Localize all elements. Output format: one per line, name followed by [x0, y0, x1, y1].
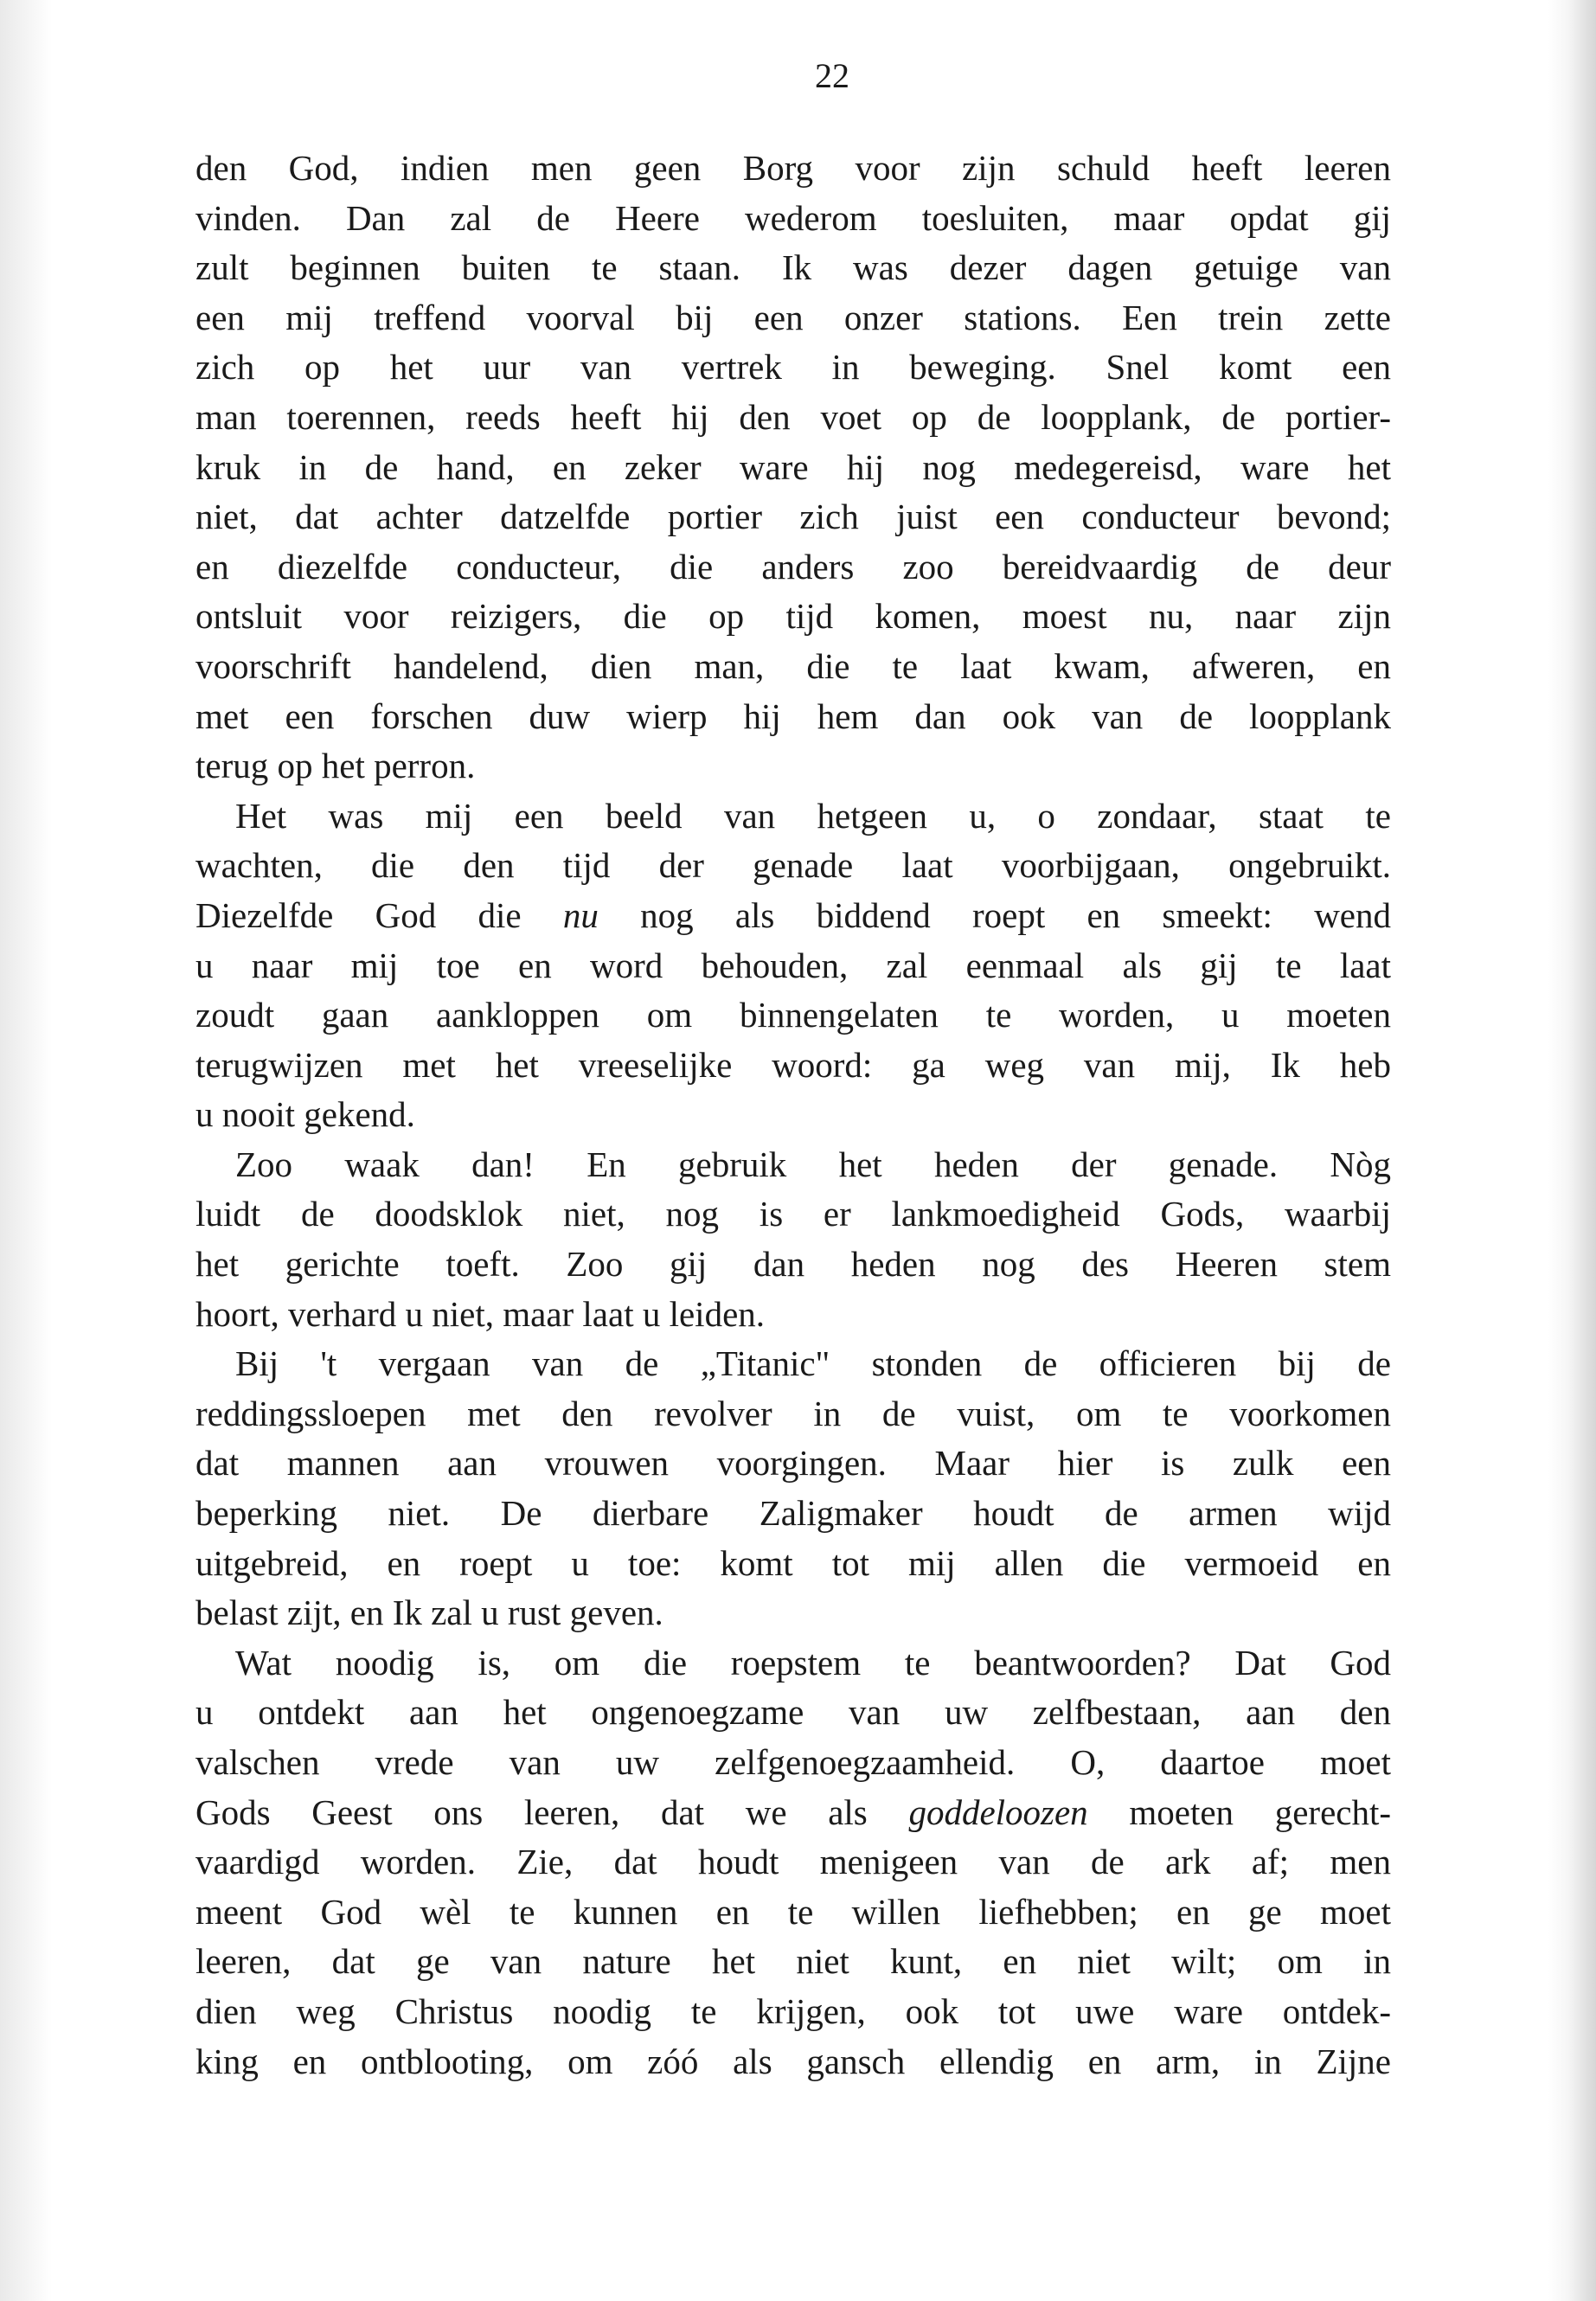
- text-line: dat mannen aan vrouwen voorgingen. Maar hier is zulk een: [195, 1443, 1391, 1484]
- text-line: dien weg Christus noodig te krijgen, ook tot uwe ware ontdek-: [195, 1990, 1391, 2031]
- text-line: beperking niet. De dierbare Zaligmaker houdt de armen wijd: [195, 1493, 1391, 1534]
- text-line-part: moeten gerecht-: [1087, 1791, 1392, 1832]
- text-line: king en ontblooting, om zóó als gansch ellendig en arm, in Zijne: [195, 2041, 1391, 2081]
- scan-edge-left: [0, 0, 52, 2301]
- text-line: reddingssloepen met den revolver in de vuist, om te voorkomen: [195, 1393, 1391, 1433]
- text-line: niet, dat achter datzelfde portier zich juist een conducteur bevond;: [195, 497, 1391, 537]
- text-line: Het was mij een beeld van hetgeen u, o zondaar, staat te: [235, 795, 1391, 836]
- text-line: [195, 891, 1391, 941]
- text-line: hoort, verhard u niet, maar laat u leiden.: [195, 1293, 766, 1334]
- body-text: [195, 144, 1391, 2086]
- text-line: wachten, die den tijd der genade laat voorbijgaan, ongebruikt.: [195, 845, 1391, 886]
- text-line: een mij treffend voorval bij een onzer stations. Een trein zette: [195, 297, 1391, 337]
- text-line: kruk in de hand, en zeker ware hij nog medegereisd, ware het: [195, 446, 1391, 487]
- text-line: vaardigd worden. Zie, dat houdt menigeen van de ark af; men: [195, 1842, 1391, 1882]
- text-line: belast zijt, en Ik zal u rust geven.: [195, 1593, 663, 1633]
- text-line: u ontdekt aan het ongenoegzame van uw zelfbestaan, aan den: [195, 1692, 1391, 1733]
- text-line-part: Gods Geest ons leeren, dat we als: [195, 1791, 909, 1832]
- text-line: het gerichte toeft. Zoo gij dan heden nog des Heeren stem: [195, 1244, 1391, 1285]
- text-line: ontsluit voor reizigers, die op tijd komen, moest nu, naar zijn: [195, 596, 1391, 637]
- text-line: u naar mij toe en word behouden, zal eenmaal als gij te laat: [195, 945, 1391, 985]
- text-line: uitgebreid, en roept u toe: komt tot mij allen die vermoeid en: [195, 1542, 1391, 1583]
- text-line: terugwijzen met het vreeselijke woord: ga weg van mij, Ik heb: [195, 1044, 1391, 1085]
- text-line: meent God wèl te kunnen en te willen liefhebben; en ge moet: [195, 1891, 1391, 1932]
- text-line: den God, indien men geen Borg voor zijn schuld heeft leeren: [195, 148, 1391, 188]
- text-line: met een forschen duw wierp hij hem dan ook van de loopplank: [195, 695, 1391, 736]
- text-line: voorschrift handelend, dien man, die te laat kwam, afweren, en: [195, 645, 1391, 686]
- text-line: Bij 't vergaan van de „Titanic" stonden de officieren bij de: [235, 1343, 1391, 1384]
- text-line: zoudt gaan aankloppen om binnengelaten te worden, u moeten: [195, 995, 1391, 1035]
- text-line: terug op het perron.: [195, 746, 476, 786]
- text-line: zich op het uur van vertrek in beweging. Snel komt een: [195, 347, 1391, 388]
- text-line-part: Diezelfde God die: [195, 894, 563, 935]
- italic-word: nu: [562, 894, 599, 935]
- text-line-part: nog als biddend roept en smeekt: wend: [598, 894, 1391, 935]
- text-line: luidt de doodsklok niet, nog is er lankmoedigheid Gods, waarbij: [195, 1194, 1391, 1234]
- text-line: [195, 1788, 1391, 1838]
- text-line: en diezelfde conducteur, die anders zoo bereidvaardig de deur: [195, 546, 1391, 586]
- text-line: zult beginnen buiten te staan. Ik was dezer dagen getuige van: [195, 247, 1391, 288]
- book-page: [195, 52, 1391, 2086]
- text-line: Wat noodig is, om die roepstem te beantwoorden? Dat God: [235, 1642, 1391, 1682]
- scan-edge-right: [1548, 0, 1596, 2301]
- text-line: Zoo waak dan! En gebruik het heden der genade. Nòg: [235, 1144, 1391, 1184]
- italic-word: goddeloozen: [908, 1791, 1088, 1832]
- text-line: valschen vrede van uw zelfgenoegzaamheid. O, daartoe moet: [195, 1742, 1391, 1782]
- text-line: man toerennen, reeds heeft hij den voet op de loopplank, de portier-: [195, 396, 1391, 437]
- text-line: u nooit gekend.: [195, 1094, 415, 1135]
- text-line: leeren, dat ge van nature het niet kunt, en niet wilt; om in: [195, 1941, 1391, 1982]
- page-number: 22: [815, 56, 849, 95]
- text-line: vinden. Dan zal de Heere wederom toesluiten, maar opdat gij: [195, 197, 1391, 238]
